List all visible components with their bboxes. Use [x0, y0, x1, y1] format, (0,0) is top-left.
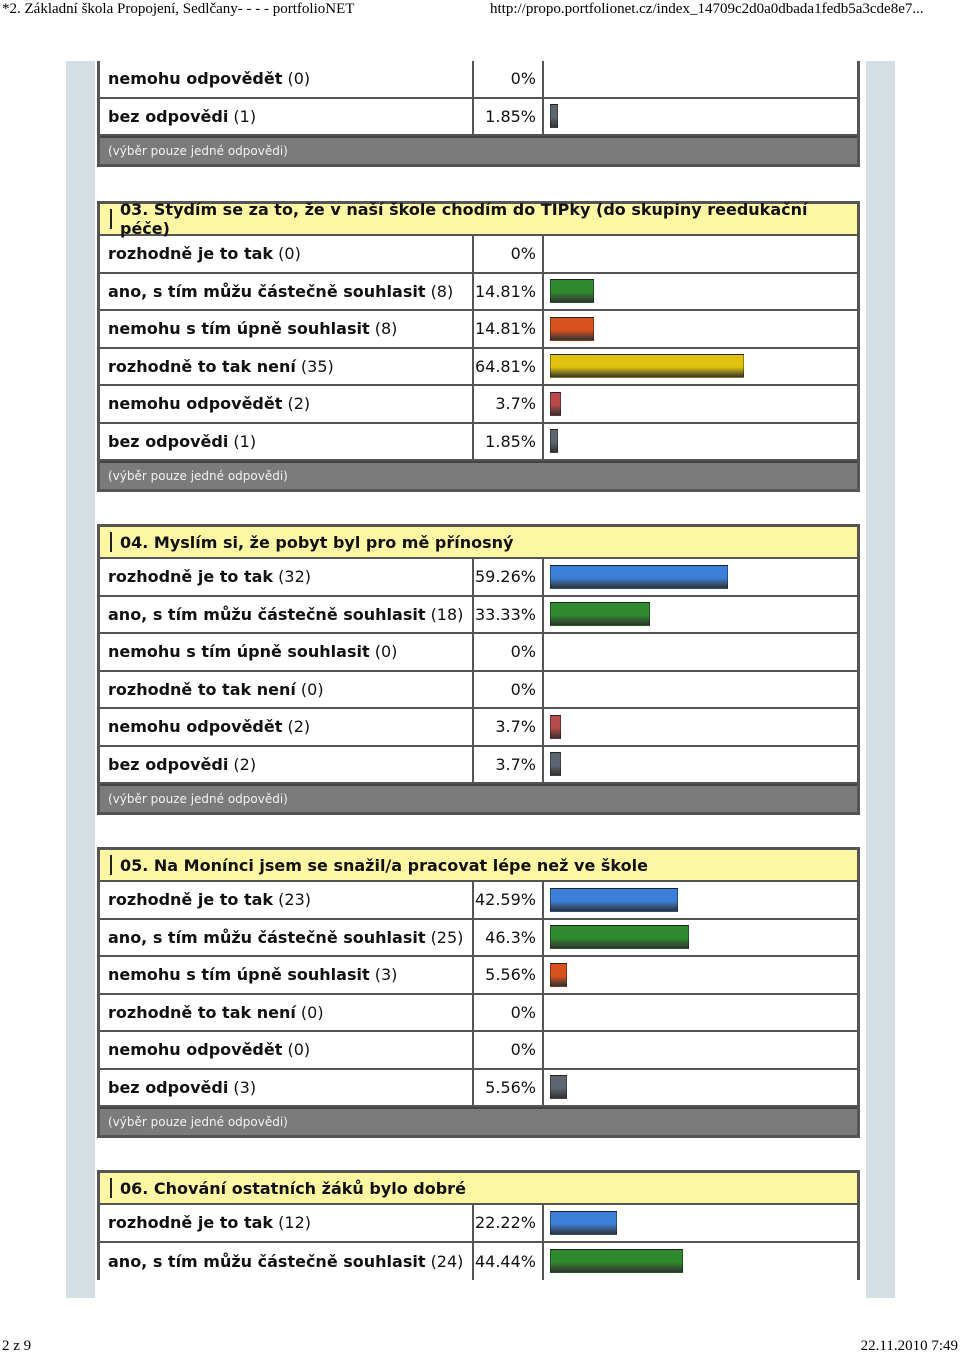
bar-cell [544, 672, 857, 708]
answer-count: (0) [287, 69, 311, 89]
answer-label [100, 957, 474, 993]
answer-label [100, 559, 474, 595]
title-marker [110, 209, 112, 229]
percent-bar [550, 963, 567, 987]
answer-row [100, 386, 857, 424]
answer-label [100, 311, 474, 347]
bar-cell [544, 957, 857, 993]
answer-label [100, 1070, 474, 1106]
answer-count: (3) [233, 1077, 257, 1097]
question-note: (výběr pouze jedné odpovědi) [100, 784, 857, 812]
answer-count: (32) [278, 567, 311, 587]
answer-row [100, 1205, 857, 1243]
answer-row [100, 597, 857, 635]
answer-row [100, 1243, 857, 1281]
answer-row [100, 920, 857, 958]
question-note: (výběr pouze jedné odpovědi) [100, 136, 857, 164]
answer-count: (18) [430, 604, 464, 624]
answer-text: rozhodně to tak není [108, 679, 296, 699]
answer-percent: 5.56% [474, 957, 544, 993]
percent-bar [550, 1211, 617, 1235]
answer-count: (0) [300, 1002, 324, 1022]
answer-label [100, 1032, 474, 1068]
answer-percent: 3.7% [474, 747, 544, 783]
bar-cell [544, 747, 857, 783]
answer-text: rozhodně je to tak [108, 567, 274, 587]
answer-count: (2) [287, 394, 311, 414]
answer-text: nemohu odpovědět [108, 394, 283, 414]
answer-count: (8) [374, 319, 398, 339]
percent-bar [550, 392, 561, 416]
answer-text: bez odpovědi [108, 106, 229, 126]
answer-count: (25) [430, 927, 464, 947]
answer-count: (0) [300, 679, 324, 699]
bar-cell [544, 236, 857, 272]
answer-row [100, 274, 857, 312]
answer-percent: 0% [474, 634, 544, 670]
percent-bar [550, 279, 594, 303]
print-header [0, 0, 960, 20]
answer-label [100, 274, 474, 310]
answer-count: (1) [233, 106, 257, 126]
answer-row [100, 747, 857, 785]
percent-bar [550, 1075, 567, 1099]
answer-count: (2) [287, 717, 311, 737]
percent-bar [550, 317, 594, 341]
answer-percent: 3.7% [474, 386, 544, 422]
answer-label [100, 1205, 474, 1241]
answer-count: (23) [278, 890, 311, 910]
percent-bar [550, 1249, 683, 1273]
bar-cell [544, 1243, 857, 1281]
answer-percent: 0% [474, 236, 544, 272]
answer-text: rozhodně to tak není [108, 356, 296, 376]
percent-bar [550, 715, 561, 739]
question-title [100, 200, 857, 238]
answer-row [100, 61, 857, 99]
answer-label [100, 597, 474, 633]
answer-percent: 3.7% [474, 709, 544, 745]
answer-percent: 46.3% [474, 920, 544, 956]
bar-cell [544, 424, 857, 460]
answer-count: (2) [233, 754, 257, 774]
answer-row [100, 995, 857, 1033]
percent-bar [550, 565, 728, 589]
answer-count: (12) [278, 1213, 311, 1233]
answer-text: bez odpovědi [108, 431, 229, 451]
bar-cell [544, 920, 857, 956]
page-number: 2 z 9 [2, 1338, 32, 1354]
answer-row [100, 672, 857, 710]
answer-row [100, 349, 857, 387]
answer-label [100, 1243, 474, 1281]
percent-bar [550, 925, 689, 949]
answer-text: rozhodně to tak není [108, 1002, 296, 1022]
bar-cell [544, 882, 857, 918]
answer-text: nemohu odpovědět [108, 69, 283, 89]
answer-count: (0) [278, 244, 301, 264]
bar-cell [544, 709, 857, 745]
question-title-text: 05. Na Monínci jsem se snažil/a pracovat lépe než ve škole [120, 855, 648, 875]
answer-text: bez odpovědi [108, 754, 229, 774]
bar-cell [544, 99, 857, 135]
answer-percent: 0% [474, 995, 544, 1031]
title-marker [110, 855, 112, 875]
answer-label [100, 747, 474, 783]
answer-count: (8) [430, 281, 454, 301]
answer-count: (3) [374, 965, 398, 985]
question-title-text: 06. Chování ostatních žáků bylo dobré [120, 1178, 466, 1198]
title-marker [110, 1178, 112, 1198]
answer-label [100, 61, 474, 97]
answer-count: (0) [374, 642, 398, 662]
bar-cell [544, 1205, 857, 1241]
answer-count: (35) [300, 356, 334, 376]
answer-row [100, 957, 857, 995]
answer-percent: 14.81% [474, 311, 544, 347]
answer-text: ano, s tím můžu částečně souhlasit [108, 1251, 426, 1271]
answer-percent: 22.22% [474, 1205, 544, 1241]
answer-label [100, 882, 474, 918]
answer-percent: 42.59% [474, 882, 544, 918]
question-block [97, 201, 860, 492]
print-datetime: 22.11.2010 7:49 [860, 1338, 958, 1354]
question-block [97, 61, 860, 167]
answer-label [100, 236, 474, 272]
title-marker [110, 532, 112, 552]
answer-label [100, 709, 474, 745]
answer-row [100, 634, 857, 672]
answer-text: rozhodně je to tak [108, 244, 274, 264]
bar-cell [544, 311, 857, 347]
percent-bar [550, 888, 678, 912]
question-note: (výběr pouze jedné odpovědi) [100, 1107, 857, 1135]
answer-text: nemohu odpovědět [108, 717, 283, 737]
question-block [97, 847, 860, 1138]
bar-cell [544, 1070, 857, 1106]
content-frame [66, 61, 895, 1298]
bar-cell [544, 559, 857, 595]
answer-percent: 0% [474, 672, 544, 708]
answer-text: ano, s tím můžu částečně souhlasit [108, 281, 426, 301]
answer-count: (24) [430, 1251, 464, 1271]
answer-count: (1) [233, 431, 257, 451]
answer-row [100, 236, 857, 274]
question-title [100, 527, 857, 559]
bar-cell [544, 386, 857, 422]
answer-label [100, 349, 474, 385]
bar-cell [544, 1032, 857, 1068]
percent-bar [550, 429, 558, 453]
bar-cell [544, 995, 857, 1031]
answer-text: ano, s tím můžu částečně souhlasit [108, 927, 426, 947]
answer-text: bez odpovědi [108, 1077, 229, 1097]
answer-percent: 1.85% [474, 424, 544, 460]
answer-row [100, 882, 857, 920]
bar-cell [544, 274, 857, 310]
percent-bar [550, 752, 561, 776]
answer-percent: 0% [474, 61, 544, 97]
question-block [97, 1170, 860, 1280]
answer-text: nemohu odpovědět [108, 1040, 283, 1060]
question-block [97, 524, 860, 815]
answer-label [100, 424, 474, 460]
question-title-text: 04. Myslím si, že pobyt byl pro mě přínosný [120, 532, 514, 552]
question-title-text: 03. Stydím se za to, že v naší škole chodím do TIPky (do skupiny reedukační péče) [119, 200, 808, 238]
answer-row [100, 709, 857, 747]
answer-percent: 59.26% [474, 559, 544, 595]
answer-percent: 0% [474, 1032, 544, 1068]
answer-percent: 44.44% [474, 1243, 544, 1281]
answer-text: nemohu s tím úpně souhlasit [108, 642, 370, 662]
answer-percent: 5.56% [474, 1070, 544, 1106]
answer-label [100, 634, 474, 670]
answer-label [100, 995, 474, 1031]
answer-label [100, 672, 474, 708]
answer-text: nemohu s tím úpně souhlasit [108, 319, 370, 339]
answer-count: (0) [287, 1040, 311, 1060]
page-title: *2. Základní škola Propojení, Sedlčany- - - - portfolioNET [2, 1, 355, 17]
answer-row [100, 559, 857, 597]
percent-bar [550, 104, 558, 128]
question-title [100, 850, 857, 882]
answer-row [100, 99, 857, 137]
answer-percent: 1.85% [474, 99, 544, 135]
answer-percent: 14.81% [474, 274, 544, 310]
bar-cell [544, 61, 857, 97]
percent-bar [550, 354, 744, 378]
answer-row [100, 311, 857, 349]
answer-label [100, 99, 474, 135]
answer-text: rozhodně je to tak [108, 890, 274, 910]
print-footer [0, 1338, 960, 1357]
answer-text: nemohu s tím úpně souhlasit [108, 965, 370, 985]
answer-percent: 33.33% [474, 597, 544, 633]
answer-label [100, 386, 474, 422]
survey-panel [95, 61, 866, 1298]
answer-text: ano, s tím můžu částečně souhlasit [108, 604, 426, 624]
percent-bar [550, 602, 650, 626]
bar-cell [544, 634, 857, 670]
bar-cell [544, 349, 857, 385]
answer-row [100, 424, 857, 462]
answer-row [100, 1070, 857, 1108]
question-note: (výběr pouze jedné odpovědi) [100, 461, 857, 489]
page-url: http://propo.portfolionet.cz/index_14709c2d0a0dbada1fedb5a3cde8e7... [490, 1, 924, 17]
answer-text: rozhodně je to tak [108, 1213, 274, 1233]
answer-row [100, 1032, 857, 1070]
question-title [100, 1173, 857, 1205]
answer-percent: 64.81% [474, 349, 544, 385]
bar-cell [544, 597, 857, 633]
answer-label [100, 920, 474, 956]
